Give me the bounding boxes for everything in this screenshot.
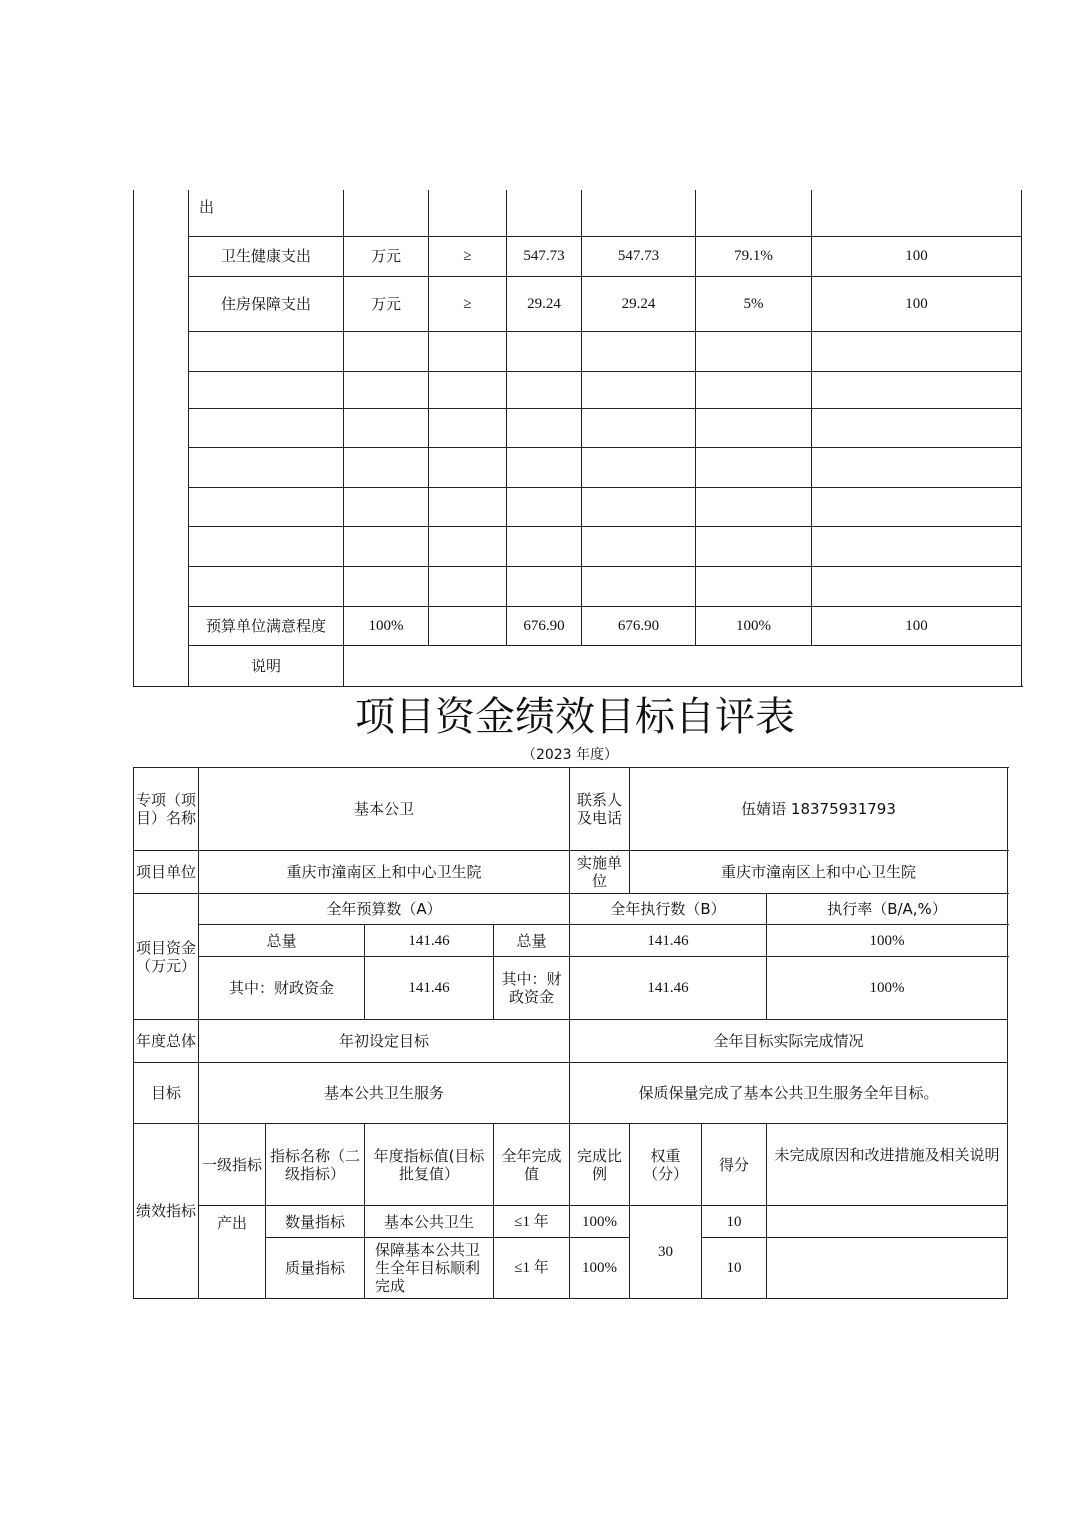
operator: ≥ — [429, 236, 507, 276]
target: 29.24 — [507, 276, 582, 331]
header-done: 全年完成值 — [494, 1124, 570, 1206]
indicator-done: ≤1 年 — [494, 1206, 570, 1238]
header-weight: 权重（分） — [630, 1124, 702, 1206]
actual: 547.73 — [582, 236, 696, 276]
header-score: 得分 — [702, 1124, 767, 1206]
contact-label: 联系人及电话 — [570, 768, 630, 851]
table-row — [134, 1206, 1008, 1238]
funds-label: 项目资金（万元） — [134, 894, 199, 1020]
indicator-table-continued — [133, 190, 1022, 687]
unit: 万元 — [344, 236, 429, 276]
contact: 伍婧语 18375931793 — [630, 768, 1008, 851]
project-unit: 重庆市潼南区上和中心卫生院 — [199, 851, 570, 894]
indicator-score: 10 — [702, 1238, 767, 1299]
empty-row — [134, 408, 1022, 447]
project-name-label: 专项（项目）名称 — [134, 768, 199, 851]
indicator-name: 质量指标 — [266, 1238, 365, 1299]
table-row — [134, 236, 1022, 276]
indicator-ratio: 100% — [570, 1238, 630, 1299]
perf-label: 绩效指标 — [134, 1124, 199, 1299]
ratio: 79.1% — [696, 236, 812, 276]
self-evaluation-table — [133, 767, 1008, 1299]
impl-label: 实施单位 — [570, 851, 630, 894]
fiscal-budget: 141.46 — [365, 957, 494, 1020]
indicator-done: ≤1 年 — [494, 1238, 570, 1299]
table-row — [134, 276, 1022, 331]
blank-category-cell — [134, 190, 189, 686]
goal-set-header: 年初设定目标 — [199, 1020, 570, 1063]
page-title: 项目资金绩效目标自评表 — [355, 694, 795, 740]
goal-actual-header: 全年目标实际完成情况 — [570, 1020, 1008, 1063]
note-row — [134, 645, 1022, 686]
fiscal-rate: 100% — [767, 957, 1008, 1020]
fiscal-label: 其中：财政资金 — [199, 957, 365, 1020]
goal-label: 目标 — [134, 1063, 199, 1124]
exec-header: 全年执行数（B） — [570, 894, 767, 925]
project-name: 基本公卫 — [199, 768, 570, 851]
rate-header: 执行率（B/A,%） — [767, 894, 1008, 925]
note-label: 说明 — [189, 645, 344, 686]
header-target: 年度指标值(目标批复值） — [365, 1124, 494, 1206]
page-subtitle: （2023 年度） — [521, 747, 619, 763]
indicator-name: 出 — [189, 190, 344, 236]
empty-row — [134, 526, 1022, 566]
empty-row — [134, 447, 1022, 487]
total-label-exec: 总量 — [494, 925, 570, 957]
level1: 产出 — [199, 1206, 266, 1299]
total-label: 总量 — [199, 925, 365, 957]
actual: 29.24 — [582, 276, 696, 331]
budget-header: 全年预算数（A） — [199, 894, 570, 925]
fiscal-label-exec: 其中：财政资金 — [494, 957, 570, 1020]
indicator-name: 数量指标 — [266, 1206, 365, 1238]
weight: 30 — [630, 1206, 702, 1299]
unit: 万元 — [344, 276, 429, 331]
goal-actual: 保质保量完成了基本公共卫生服务全年目标。 — [570, 1063, 1008, 1124]
indicator-name: 预算单位满意程度 — [189, 606, 344, 645]
empty-row — [134, 371, 1022, 408]
header-level2: 指标名称（二级指标） — [266, 1124, 365, 1206]
header-reason: 未完成原因和改进措施及相关说明 — [767, 1124, 1008, 1206]
indicator-reason — [767, 1238, 1008, 1299]
header-ratio: 完成比例 — [570, 1124, 630, 1206]
empty-row — [134, 566, 1022, 606]
indicator-value: 保障基本公共卫生全年目标顺利完成 — [365, 1238, 494, 1299]
impl-unit: 重庆市潼南区上和中心卫生院 — [630, 851, 1008, 894]
empty-row — [134, 487, 1022, 526]
total-rate: 100% — [767, 925, 1008, 957]
target: 547.73 — [507, 236, 582, 276]
indicator-ratio: 100% — [570, 1206, 630, 1238]
indicator-value: 基本公共卫生 — [365, 1206, 494, 1238]
unit-label: 项目单位 — [134, 851, 199, 894]
operator: ≥ — [429, 276, 507, 331]
annual-label: 年度总体 — [134, 1020, 199, 1063]
ratio: 100% — [696, 606, 812, 645]
indicator-name: 住房保障支出 — [189, 276, 344, 331]
actual: 676.90 — [582, 606, 696, 645]
score: 100 — [812, 606, 1022, 645]
goal-set: 基本公共卫生服务 — [199, 1063, 570, 1124]
total-budget: 141.46 — [365, 925, 494, 957]
table-row — [134, 1238, 1008, 1299]
fiscal-exec: 141.46 — [570, 957, 767, 1020]
header-level1: 一级指标 — [199, 1124, 266, 1206]
score: 100 — [812, 236, 1022, 276]
score: 100 — [812, 276, 1022, 331]
target: 676.90 — [507, 606, 582, 645]
indicator-reason — [767, 1206, 1008, 1238]
ratio: 5% — [696, 276, 812, 331]
value: 100% — [344, 606, 429, 645]
note-value — [344, 645, 1022, 686]
satisfaction-row — [134, 606, 1022, 645]
indicator-name: 卫生健康支出 — [189, 236, 344, 276]
indicator-score: 10 — [702, 1206, 767, 1238]
total-exec: 141.46 — [570, 925, 767, 957]
empty-row — [134, 331, 1022, 371]
